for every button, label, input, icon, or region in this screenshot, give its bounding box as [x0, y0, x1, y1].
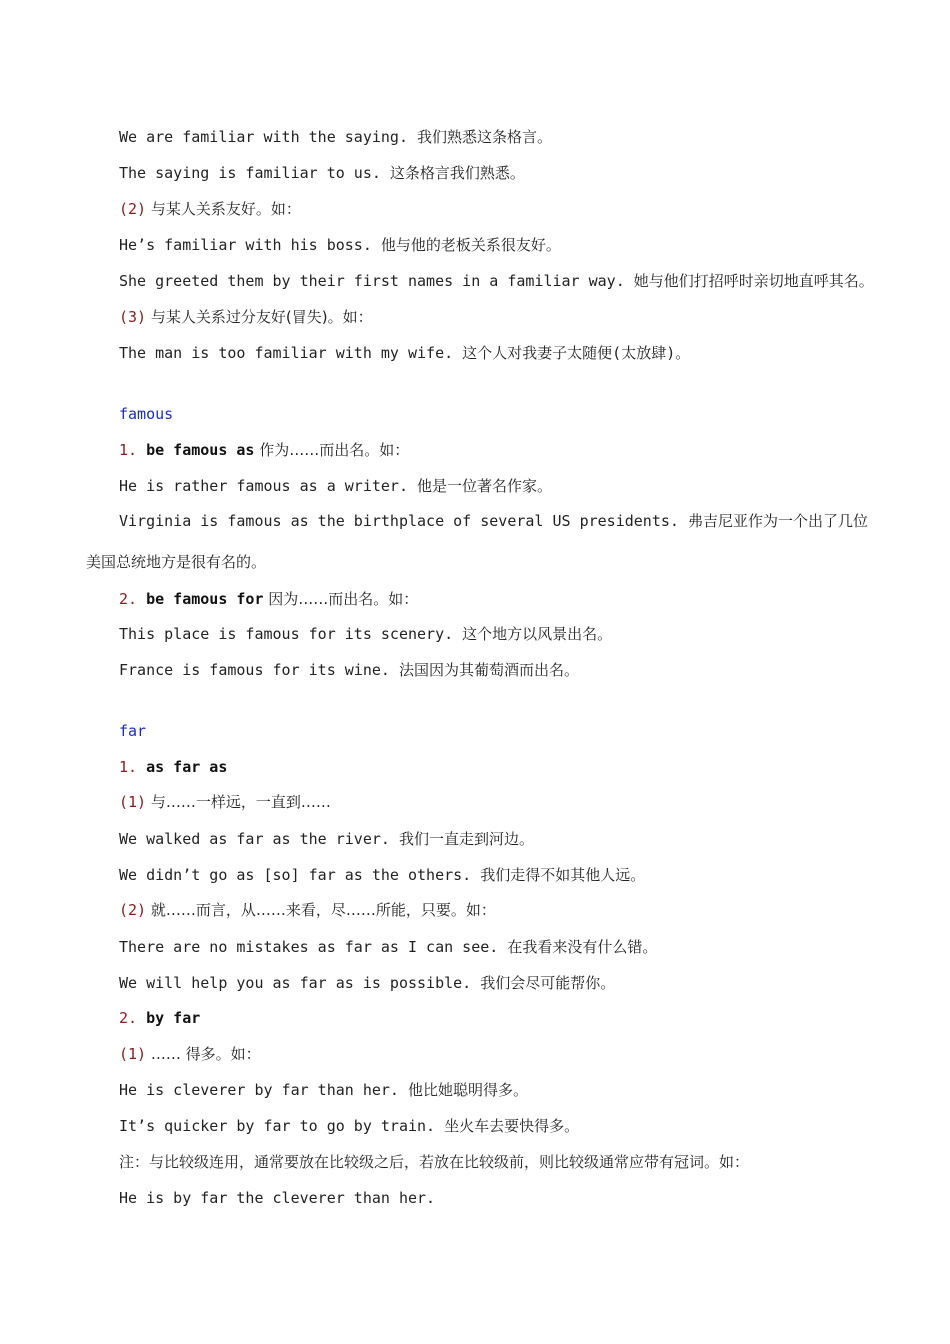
sentence-text: France is famous for its wine. 法国因为其葡萄酒而出名。	[119, 661, 579, 679]
item-number: 2.	[119, 590, 138, 608]
phrase-text: be famous as	[137, 441, 255, 459]
example-sentence	[119, 624, 890, 644]
example-sentence	[119, 660, 890, 680]
sense-text: 与某人关系友好。如：	[146, 200, 301, 218]
sentence-text: Virginia is famous as the birthplace of several US presidents. 弗吉尼亚作为一个出了几位	[119, 512, 868, 530]
item-number: (2)	[119, 901, 147, 919]
example-sentence	[119, 235, 890, 255]
sentence-text: The saying is familiar to us. 这条格言我们熟悉。	[119, 164, 525, 182]
phrase-text: as far as	[137, 758, 228, 776]
sentence-text: The man is too familiar with my wife. 这个人对我妻子太随便(太放肆)。	[119, 344, 691, 362]
example-sentence	[119, 343, 890, 363]
sentence-text: There are no mistakes as far as I can see. 在我看来没有什么错。	[119, 938, 658, 956]
sentence-text: He’s familiar with his boss. 他与他的老板关系很友好。	[119, 236, 561, 254]
sense-item	[119, 199, 890, 219]
example-sentence	[119, 1080, 890, 1100]
item-number: (3)	[119, 308, 147, 326]
sense-item	[119, 900, 890, 920]
example-sentence	[119, 973, 890, 993]
sentence-text: She greeted them by their first names in a familiar way. 她与他们打招呼时亲切地直呼其名。	[119, 272, 874, 290]
sentence-text: We will help you as far as is possible. 我们会尽可能帮你。	[119, 974, 616, 992]
item-number: 1.	[119, 758, 138, 776]
example-sentence	[119, 511, 890, 531]
sentence-text: This place is famous for its scenery. 这个地方以风景出名。	[119, 625, 613, 643]
item-number: (1)	[119, 1045, 147, 1063]
entry-heading: far	[119, 722, 147, 740]
sentence-text: It’s quicker by far to go by train. 坐火车去要快得多。	[119, 1117, 580, 1135]
example-sentence	[119, 163, 890, 183]
phrase-item	[119, 757, 890, 777]
example-sentence	[119, 1188, 890, 1208]
sense-item	[119, 307, 890, 327]
phrase-item	[119, 440, 890, 460]
example-sentence	[119, 1116, 890, 1136]
example-sentence	[119, 476, 890, 496]
phrase-item	[119, 589, 890, 609]
item-number: 2.	[119, 1009, 138, 1027]
sense-text: 与某人关系过分友好(冒失)。如：	[146, 308, 373, 326]
sentence-text: He is rather famous as a writer. 他是一位著名作家。	[119, 477, 553, 495]
entry-heading: famous	[119, 405, 174, 423]
item-number: 1.	[119, 441, 138, 459]
example-sentence	[119, 865, 890, 885]
sense-text: …… 得多。如：	[146, 1045, 261, 1063]
sentence-text: He is cleverer by far than her. 他比她聪明得多。	[119, 1081, 528, 1099]
sense-item	[119, 792, 890, 812]
sentence-text: He is by far the cleverer than her.	[119, 1189, 436, 1207]
sense-text: 就……而言，从……来看，尽……所能，只要。如：	[146, 901, 496, 919]
sentence-continuation	[86, 552, 266, 572]
phrase-text: by far	[137, 1009, 201, 1027]
phrase-meaning: 因为……而出名。如：	[263, 590, 419, 608]
example-sentence	[119, 829, 890, 849]
note-text: 注：与比较级连用，通常要放在比较级之后，若放在比较级前，则比较级通常应带有冠词。如：	[119, 1153, 750, 1171]
example-sentence	[119, 271, 890, 291]
phrase-text: be famous for	[137, 590, 264, 608]
usage-note	[119, 1152, 890, 1172]
item-number: (2)	[119, 200, 147, 218]
example-sentence	[119, 127, 890, 147]
item-number: (1)	[119, 793, 147, 811]
phrase-item	[119, 1008, 890, 1028]
sentence-text: We didn’t go as [so] far as the others. 我们走得不如其他人远。	[119, 866, 646, 884]
sentence-text: 美国总统地方是很有名的。	[86, 553, 267, 571]
sense-text: 与……一样远，一直到……	[146, 793, 331, 811]
sentence-text: We are familiar with the saying. 我们熟悉这条格言。	[119, 128, 553, 146]
example-sentence	[119, 937, 890, 957]
sentence-text: We walked as far as the river. 我们一直走到河边。	[119, 830, 534, 848]
phrase-meaning: 作为……而出名。如：	[254, 441, 410, 459]
sense-item	[119, 1044, 890, 1064]
